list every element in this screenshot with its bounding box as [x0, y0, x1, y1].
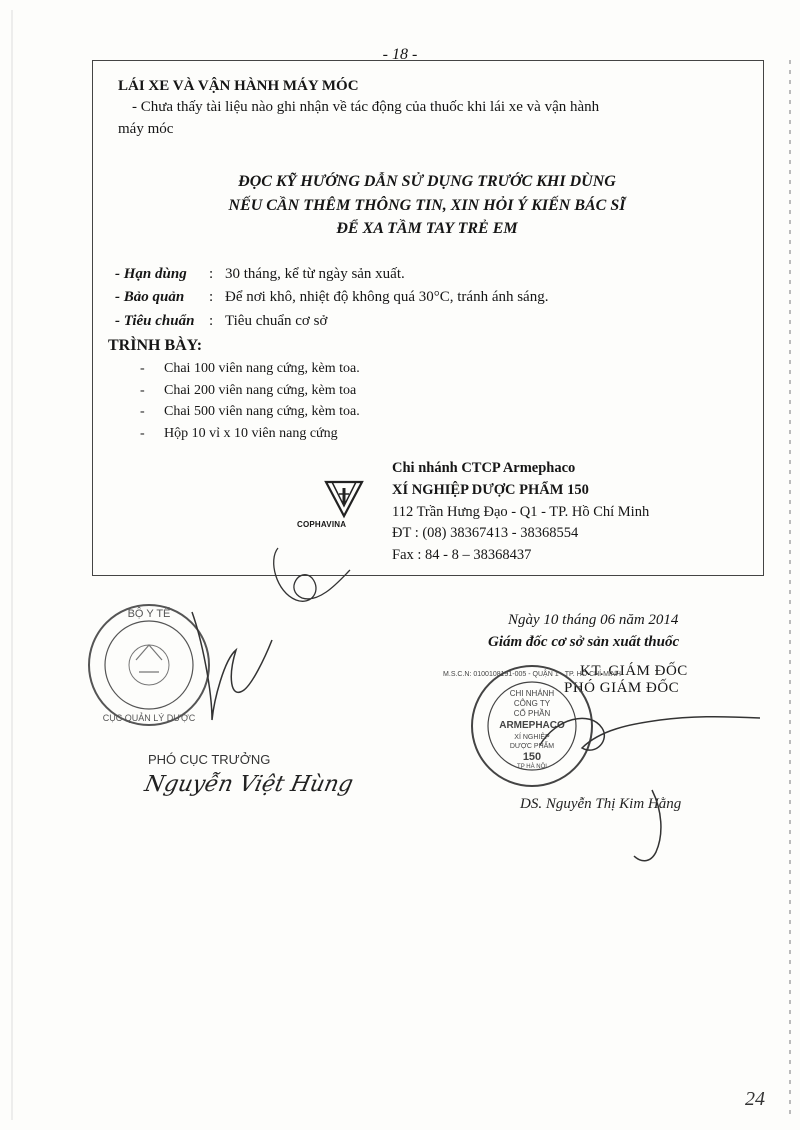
spec-standard: - Tiêu chuẩn : Tiêu chuẩn cơ sở [115, 313, 328, 329]
left-sign-title: PHÓ CỤC TRƯỞNG [148, 752, 271, 767]
warning-read-instructions: ĐỌC KỸ HƯỚNG DẪN SỬ DỤNG TRƯỚC KHI DÙNG [238, 173, 616, 190]
logo-text: COPHAVINA [297, 520, 347, 529]
approval-deputy: PHÓ GIÁM ĐỐC [564, 680, 680, 696]
approval-date: Ngày 10 tháng 06 năm 2014 [508, 612, 679, 628]
page-number: - 18 - [382, 46, 418, 63]
company-phone: ĐT : (08) 38367413 - 38368554 [392, 525, 579, 541]
right-signature [540, 717, 760, 750]
approval-role: Giám đốc cơ sở sản xuất thuốc [488, 634, 680, 650]
spec-value: Tiêu chuẩn cơ sở [225, 313, 328, 329]
initial-scribble [274, 548, 350, 601]
company-unit: XÍ NGHIỆP DƯỢC PHẨM 150 [392, 482, 589, 498]
list-item: - Chai 500 viên nang cứng, kèm toa. [140, 404, 360, 419]
list-item: - Chai 100 viên nang cứng, kèm toa. [140, 361, 360, 376]
left-signature [192, 612, 272, 720]
spec-value: 30 tháng, kể từ ngày sản xuất. [225, 266, 405, 282]
spec-label: - Tiêu chuẩn [115, 313, 195, 329]
seal-ring-text: M.S.C.N: 0100108191-005 - QUẬN 1 - TP. HỒ CHÍ MINH [443, 671, 621, 678]
spec-shelf-life: - Hạn dùng : 30 tháng, kể từ ngày sản xuất. [115, 266, 405, 282]
seal-line: ARMEPHACO [499, 720, 565, 731]
company-fax: Fax : 84 - 8 – 38368437 [392, 547, 532, 563]
seal-line: 150 [522, 751, 542, 763]
company-address: 112 Trần Hưng Đạo - Q1 - TP. Hồ Chí Minh [392, 504, 650, 520]
company-name: Chi nhánh CTCP Armephaco [392, 460, 576, 476]
spec-value: Để nơi khô, nhiệt độ không quá 30°C, tránh ánh sáng. [225, 289, 549, 305]
seal-line: TP HÀ NỘI [517, 764, 547, 770]
approval-kt: KT. GIÁM ĐỐC [580, 663, 688, 679]
warning-ask-doctor: NẾU CẦN THÊM THÔNG TIN, XIN HỎI Ý KIẾN BÁC SĨ [228, 197, 626, 214]
spec-label: - Hạn dùng [115, 266, 187, 282]
seal-line: DƯỢC PHẨM [509, 743, 555, 750]
left-sign-name: Nguyễn Việt Hùng [142, 772, 356, 797]
list-item: - Hộp 10 vỉ x 10 viên nang cứng [140, 426, 338, 441]
seal-line: CỔ PHẦN [513, 709, 551, 718]
driving-heading: LÁI XE VÀ VẬN HÀNH MÁY MÓC [118, 78, 359, 94]
seal-line: CÔNG TY [513, 699, 551, 708]
driving-line-2: máy móc [118, 121, 174, 137]
spec-storage: - Bảo quản : Để nơi khô, nhiệt độ không quá 30°C, tránh ánh sáng. [115, 289, 549, 305]
presentation-heading: TRÌNH BÀY: [108, 337, 203, 354]
spec-label: - Bảo quản [115, 289, 185, 305]
right-sign-name: DS. Nguyễn Thị Kim Hằng [520, 796, 682, 812]
driving-line-1: - Chưa thấy tài liệu nào ghi nhận về tác động của thuốc khi lái xe và vận hành [132, 99, 600, 115]
seal-line: XÍ NGHIỆP [514, 734, 550, 741]
list-item: - Chai 200 viên nang cứng, kèm toa [140, 383, 357, 398]
seal-line: CHI NHÁNH [509, 689, 555, 698]
right-signature-tail [634, 790, 661, 861]
corner-mark: 24 [745, 1088, 765, 1110]
seal-bottom-text: CỤC QUẢN LÝ DƯỢC [102, 713, 196, 723]
seal-top-text: BỘ Y TẾ [127, 608, 171, 620]
warning-keep-away-children: ĐỂ XA TẦM TAY TRẺ EM [336, 220, 518, 237]
